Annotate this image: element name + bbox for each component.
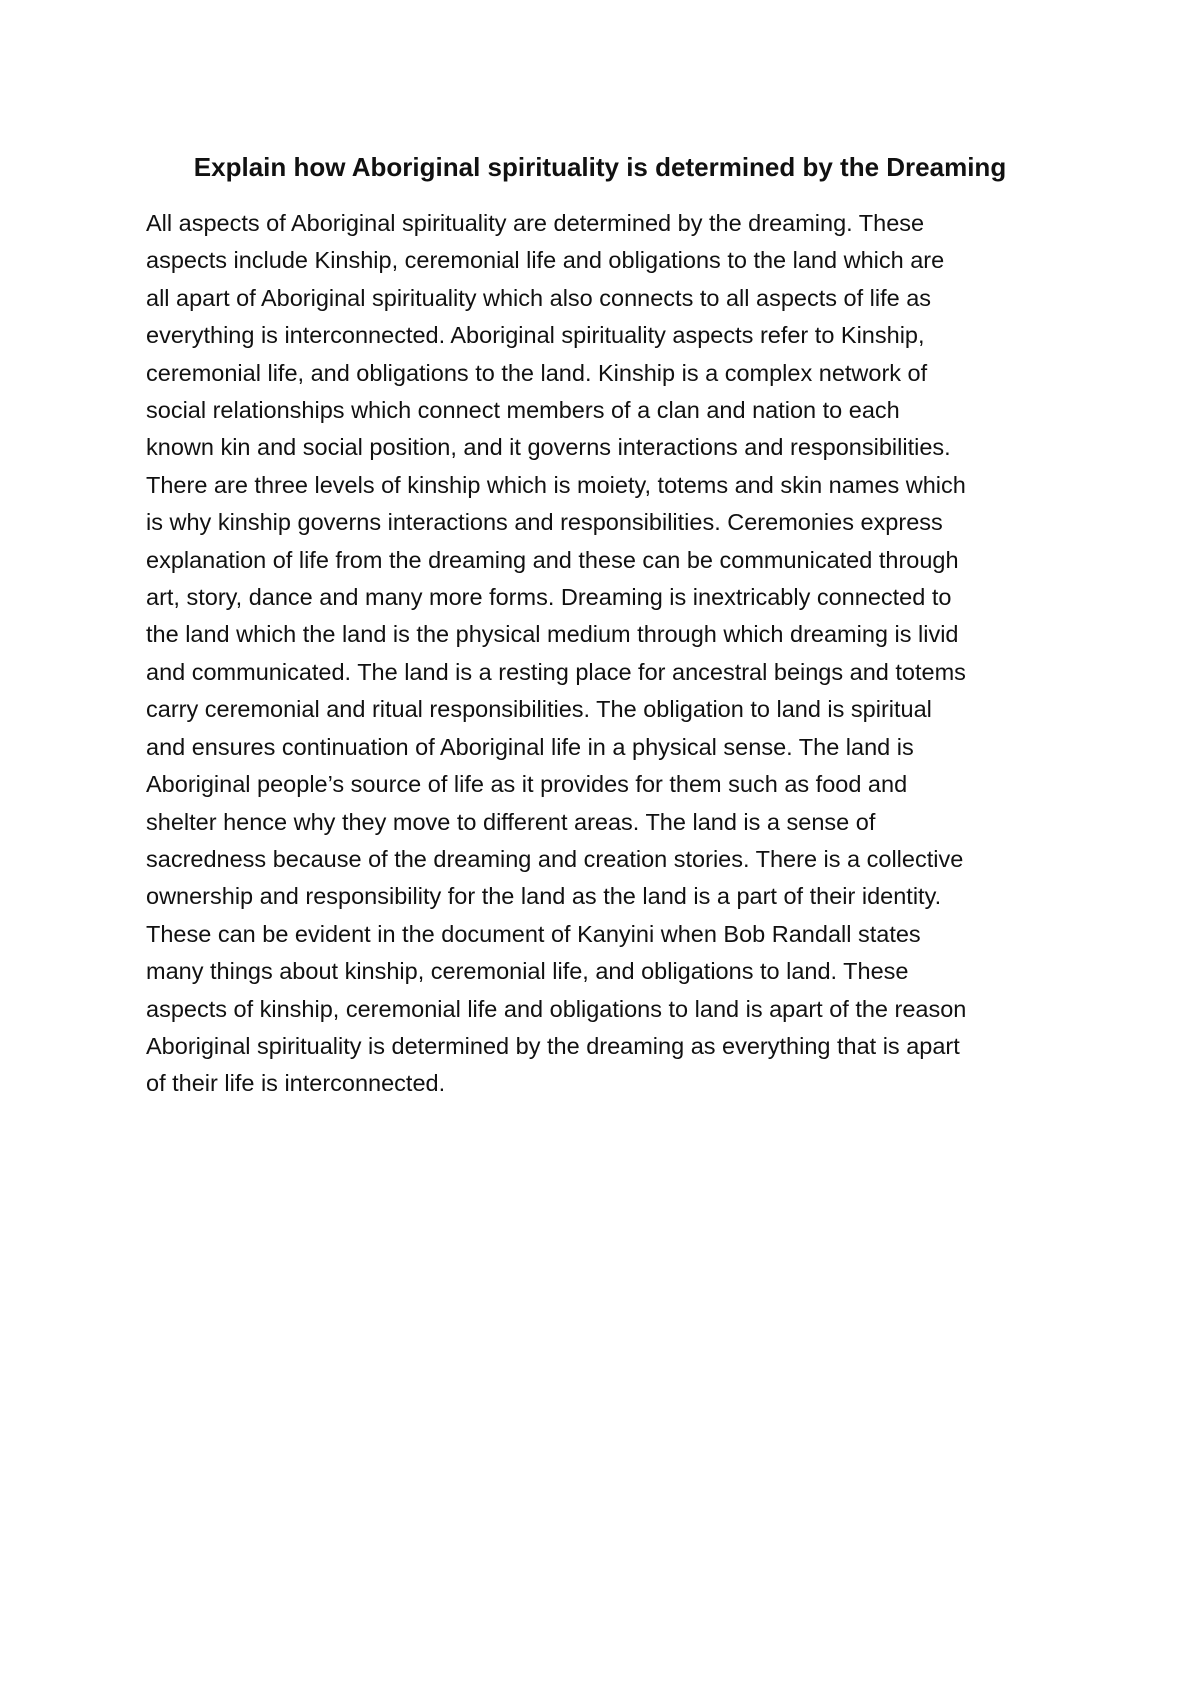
paragraph-line: and ensures continuation of Aboriginal life in a physical sense. The land is xyxy=(146,733,914,760)
paragraph-line: aspects of kinship, ceremonial life and obligations to land is apart of the reason xyxy=(146,995,967,1022)
paragraph-line: social relationships which connect members of a clan and nation to each xyxy=(146,397,900,424)
paragraph-line: carry ceremonial and ritual responsibilities. The obligation to land is spiritual xyxy=(146,696,932,723)
paragraph-line: all apart of Aboriginal spirituality which also connects to all aspects of life as xyxy=(146,284,932,311)
paragraph-line: aspects include Kinship, ceremonial life and obligations to the land which are xyxy=(146,247,945,274)
page-title: Explain how Aboriginal spirituality is determined by the Dreaming xyxy=(193,152,1007,182)
paragraph-line: These can be evident in the document of Kanyini when Bob Randall states xyxy=(146,920,921,947)
paragraph-line: and communicated. The land is a resting place for ancestral beings and totems xyxy=(146,658,966,685)
paragraph-line: There are three levels of kinship which is moiety, totems and skin names which xyxy=(146,471,966,498)
paragraph-line: shelter hence why they move to different areas. The land is a sense of xyxy=(146,808,876,835)
paragraph-line: of their life is interconnected. xyxy=(146,1070,446,1097)
paragraph-line: everything is interconnected. Aboriginal spirituality aspects refer to Kinship, xyxy=(146,322,925,349)
essay-body xyxy=(146,205,1076,1103)
paragraph-line: explanation of life from the dreaming and these can be communicated through xyxy=(146,546,959,573)
paragraph-line: ownership and responsibility for the land as the land is a part of their identity. xyxy=(146,883,942,910)
paragraph-line: Aboriginal spirituality is determined by the dreaming as everything that is apart xyxy=(146,1032,960,1059)
paragraph-line: sacredness because of the dreaming and creation stories. There is a collective xyxy=(146,845,964,872)
paragraph-line: known kin and social position, and it governs interactions and responsibilities. xyxy=(146,434,951,461)
paragraph-line: is why kinship governs interactions and responsibilities. Ceremonies express xyxy=(146,509,943,536)
paragraph-line: art, story, dance and many more forms. Dreaming is inextricably connected to xyxy=(146,584,952,611)
paragraph-line: many things about kinship, ceremonial life, and obligations to land. These xyxy=(146,958,909,985)
paragraph-line: Aboriginal people’s source of life as it provides for them such as food and xyxy=(146,771,908,798)
paragraph-line: the land which the land is the physical medium through which dreaming is livid xyxy=(146,621,959,648)
paragraph-line: All aspects of Aboriginal spirituality are determined by the dreaming. These xyxy=(146,210,925,236)
paragraph-line: ceremonial life, and obligations to the land. Kinship is a complex network of xyxy=(146,359,928,386)
